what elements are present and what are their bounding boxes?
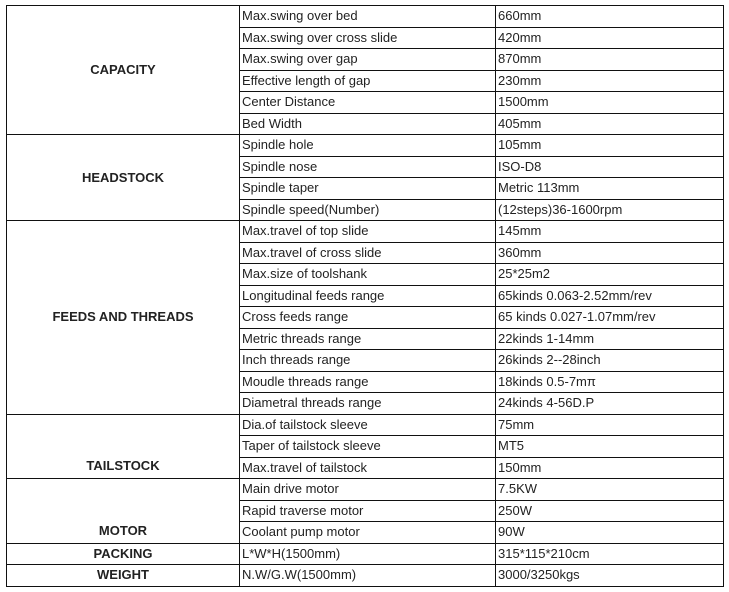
specification-table-body xyxy=(7,6,724,587)
spec-value: 75mm xyxy=(496,414,724,436)
spec-item: Inch threads range xyxy=(240,350,496,372)
spec-value: MT5 xyxy=(496,436,724,458)
spec-item: Max.swing over cross slide xyxy=(240,27,496,49)
spec-value: 18kinds 0.5-7mπ xyxy=(496,371,724,393)
group-label-feeds-and-threads: FEEDS AND THREADS xyxy=(7,221,240,415)
spec-value: 22kinds 1-14mm xyxy=(496,328,724,350)
spec-item: Effective length of gap xyxy=(240,70,496,92)
group-label-tailstock: TAILSTOCK xyxy=(7,414,240,479)
spec-value: ISO-D8 xyxy=(496,156,724,178)
spec-value: 7.5KW xyxy=(496,479,724,501)
spec-value: 360mm xyxy=(496,242,724,264)
spec-item: Max.size of toolshank xyxy=(240,264,496,286)
spec-value: 250W xyxy=(496,500,724,522)
spec-value: 105mm xyxy=(496,135,724,157)
spec-value: 1500mm xyxy=(496,92,724,114)
spec-value: Metric 113mm xyxy=(496,178,724,200)
table-row xyxy=(7,6,724,28)
spec-value: 145mm xyxy=(496,221,724,243)
spec-item: Coolant pump motor xyxy=(240,522,496,544)
group-label-packing: PACKING xyxy=(7,543,240,565)
group-label-weight: WEIGHT xyxy=(7,565,240,587)
spec-value: 420mm xyxy=(496,27,724,49)
spec-item: Max.swing over bed xyxy=(240,6,496,28)
table-row xyxy=(7,543,724,565)
spec-item: Dia.of tailstock sleeve xyxy=(240,414,496,436)
table-row xyxy=(7,221,724,243)
spec-value: 405mm xyxy=(496,113,724,135)
spec-item: Diametral threads range xyxy=(240,393,496,415)
spec-item: Max.travel of cross slide xyxy=(240,242,496,264)
spec-item: Spindle hole xyxy=(240,135,496,157)
spec-item: Max.swing over gap xyxy=(240,49,496,71)
spec-value: (12steps)36-1600rpm xyxy=(496,199,724,221)
spec-value: 315*115*210cm xyxy=(496,543,724,565)
spec-item: Cross feeds range xyxy=(240,307,496,329)
spec-value: 25*25m2 xyxy=(496,264,724,286)
specification-table xyxy=(6,5,724,587)
spec-value: 660mm xyxy=(496,6,724,28)
spec-value: 150mm xyxy=(496,457,724,479)
spec-value: 230mm xyxy=(496,70,724,92)
spec-item: Main drive motor xyxy=(240,479,496,501)
table-row xyxy=(7,479,724,501)
spec-item: Bed Width xyxy=(240,113,496,135)
spec-item: Max.travel of tailstock xyxy=(240,457,496,479)
table-row xyxy=(7,135,724,157)
spec-item: N.W/G.W(1500mm) xyxy=(240,565,496,587)
spec-value: 870mm xyxy=(496,49,724,71)
spec-item: Rapid traverse motor xyxy=(240,500,496,522)
table-row xyxy=(7,565,724,587)
spec-item: L*W*H(1500mm) xyxy=(240,543,496,565)
spec-item: Center Distance xyxy=(240,92,496,114)
spec-item: Spindle speed(Number) xyxy=(240,199,496,221)
spec-value: 3000/3250kgs xyxy=(496,565,724,587)
group-label-headstock: HEADSTOCK xyxy=(7,135,240,221)
spec-item: Metric threads range xyxy=(240,328,496,350)
spec-item: Taper of tailstock sleeve xyxy=(240,436,496,458)
spec-value: 90W xyxy=(496,522,724,544)
spec-item: Moudle threads range xyxy=(240,371,496,393)
spec-item: Spindle nose xyxy=(240,156,496,178)
table-row xyxy=(7,414,724,436)
spec-item: Longitudinal feeds range xyxy=(240,285,496,307)
spec-value: 65 kinds 0.027-1.07mm/rev xyxy=(496,307,724,329)
spec-item: Max.travel of top slide xyxy=(240,221,496,243)
spec-value: 24kinds 4-56D.P xyxy=(496,393,724,415)
spec-value: 65kinds 0.063-2.52mm/rev xyxy=(496,285,724,307)
spec-item: Spindle taper xyxy=(240,178,496,200)
spec-value: 26kinds 2--28inch xyxy=(496,350,724,372)
group-label-capacity: CAPACITY xyxy=(7,6,240,135)
group-label-motor: MOTOR xyxy=(7,479,240,544)
